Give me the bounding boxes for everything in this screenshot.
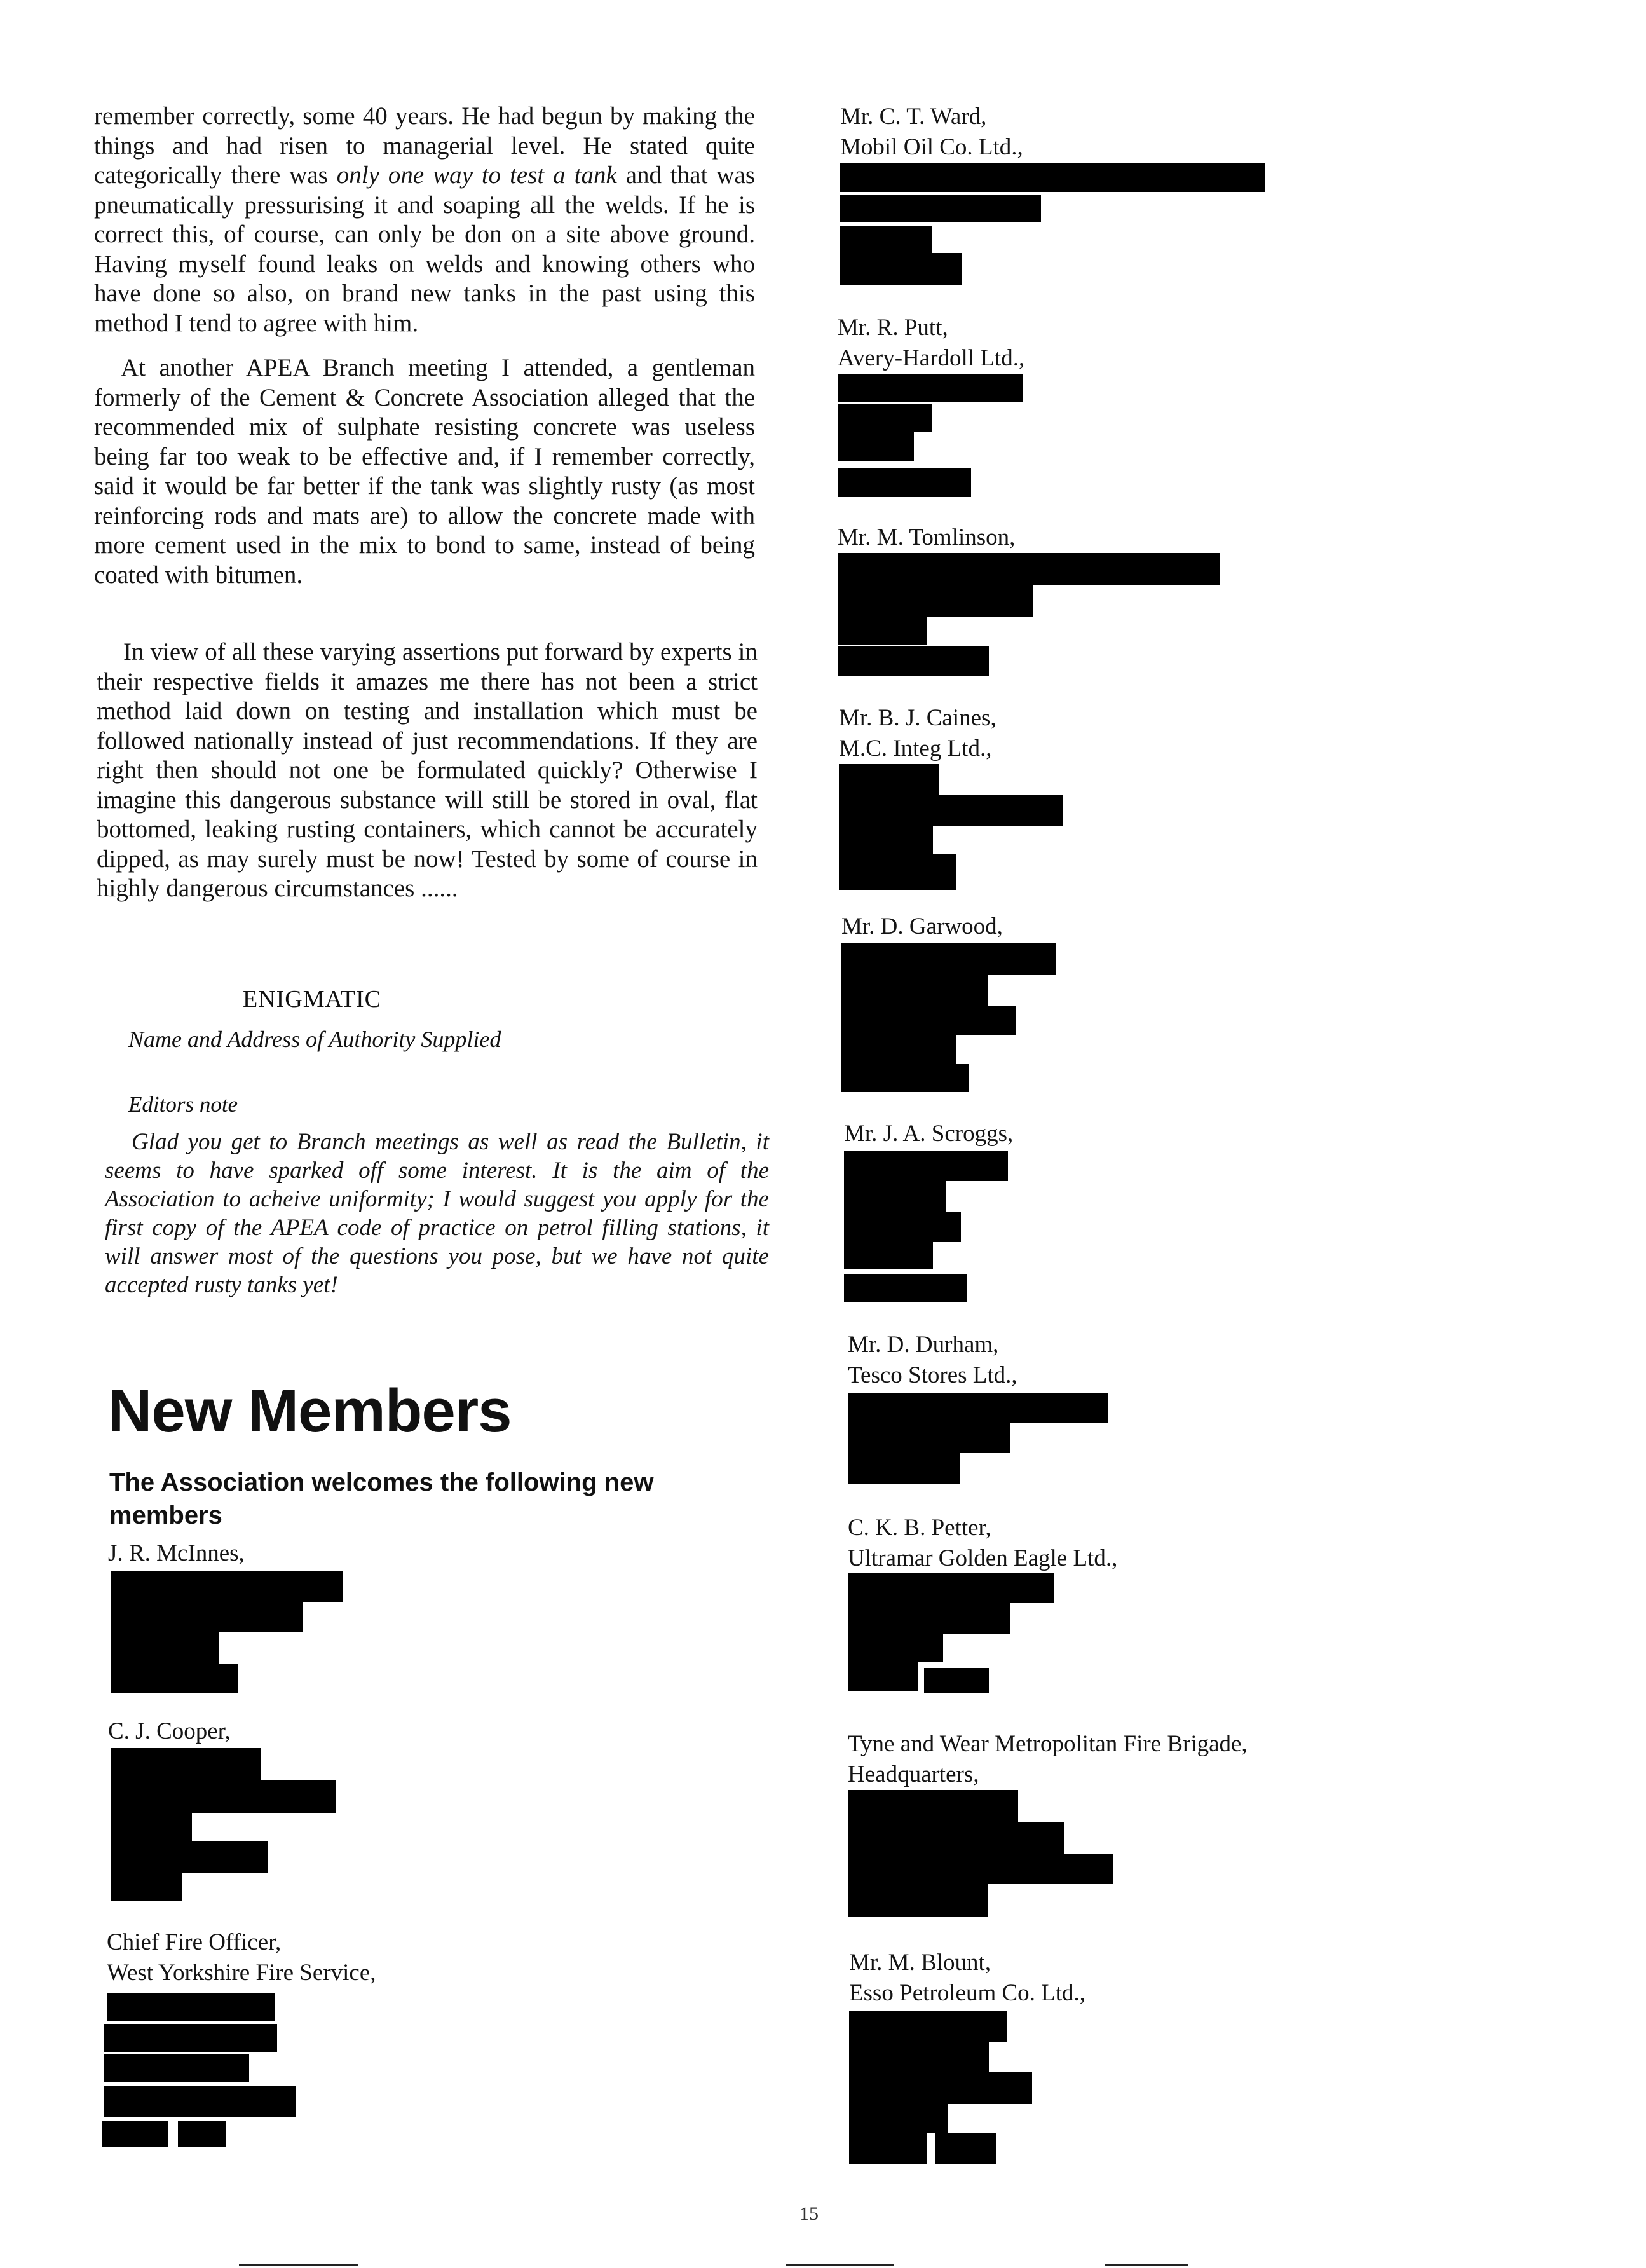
redaction-block [107,1993,275,2021]
redaction-block [849,2011,1007,2042]
emphasis-text: only one way to test a tank [336,161,617,189]
redaction-block [104,2086,296,2117]
divider [786,2264,894,2266]
member-name: Mr. B. J. Caines, [839,705,996,731]
redaction-block [104,2024,277,2052]
redaction-block [848,1790,1018,1822]
member-name: Avery-Hardoll Ltd., [838,345,1025,371]
redaction-block [844,1212,961,1242]
member-name: Mr. C. T. Ward, [840,104,987,130]
redaction-block [935,2133,996,2164]
member-name: Tesco Stores Ltd., [848,1362,1017,1388]
redaction-block [838,374,1023,402]
redaction-block [178,2121,226,2147]
page-number: 15 [799,2203,819,2224]
redaction-block [838,617,927,645]
redaction-block [838,468,971,497]
redaction-block [841,1064,969,1092]
letter-paragraph-2: At another APEA Branch meeting I attended, a gentleman formerly of the Cement & Concrete Association alleged that the recommended mix of sulphate resisting concrete was useless being far too weak to be effective and, if I remember correctly, said it would be far better if the tank was slightly rusty (as most reinforcing rods and mats are) to allow the concrete made with more cement used in the mix to bond to same, instead of being coated with bitumen. [94,354,755,589]
redaction-block [111,1841,268,1873]
member-name: Mr. D. Durham, [848,1332,999,1358]
redaction-block [840,226,932,253]
authority-note: Name and Address of Authority Supplied [128,1027,501,1052]
redaction-block [840,253,962,285]
redaction-block [111,1602,303,1632]
redaction-block [844,1274,967,1302]
redaction-block [848,1884,988,1917]
new-members-heading: New Members [108,1377,512,1445]
letter-paragraph-3: In view of all these varying assertions put forward by experts in their respective fields it amazes me there has not been a strict method laid down on testing and installation which must be followed nationally instead of just recommendations. If they are right then should not one be formulated quickly? Otherwise I imagine this dangerous substance will still be stored in oval, flat bottomed, leaking rusting containers, which cannot be accurately dipped, as may surely must be now! Tested by some of course in highly dangerous circumstances ...... [97,638,758,902]
member-entry [840,102,1412,292]
redaction-block [102,2121,168,2147]
redaction-block [841,975,988,1006]
member-entry [839,703,1411,894]
new-members-subheading: The Association welcomes the following new members [109,1468,654,1529]
redaction-block [848,1573,1054,1603]
redaction-block [839,795,1063,826]
redaction-block [848,1423,1010,1453]
redaction-block [839,854,956,890]
member-entry [844,1119,1416,1309]
redaction-block [104,2054,249,2082]
member-name: C. K. B. Petter, [848,1515,991,1541]
member-name: C. J. Cooper, [108,1718,231,1744]
member-name: Headquarters, [848,1761,979,1787]
member-name: Esso Petroleum Co. Ltd., [849,1980,1086,2006]
member-name: West Yorkshire Fire Service, [107,1960,376,1986]
redaction-block [848,1822,1064,1854]
redaction-block [838,432,914,461]
divider [1105,2264,1188,2266]
redaction-block [839,826,933,854]
redaction-block [111,1873,182,1901]
redaction-block [849,2133,927,2164]
redaction-block [111,1780,336,1813]
member-name: Tyne and Wear Metropolitan Fire Brigade, [848,1731,1248,1757]
redaction-block [848,1393,1108,1423]
member-name: M.C. Integ Ltd., [839,735,992,762]
redaction-block [841,1035,956,1064]
member-entry [108,1538,464,1697]
redaction-block [848,1603,1010,1634]
redaction-block [848,1634,943,1662]
redaction-block [848,1662,918,1691]
redaction-block [849,2042,989,2073]
redaction-block [849,2104,948,2133]
member-name: Ultramar Golden Eagle Ltd., [848,1545,1118,1571]
redaction-block [848,1453,960,1484]
member-entry [849,1948,1421,2176]
redaction-block [111,1812,192,1841]
redaction-block [840,195,1041,222]
redaction-block [111,1664,238,1693]
redaction-block [838,646,989,676]
redaction-block [844,1181,946,1212]
redaction-block [839,764,939,795]
member-name: Chief Fire Officer, [107,1929,282,1955]
member-entry [838,523,1410,681]
member-name: J. R. McInnes, [108,1540,245,1566]
member-entry [108,1716,464,1907]
redaction-block [838,553,1220,585]
letter-signature: ENIGMATIC [243,986,381,1013]
redaction-block [849,2072,1032,2104]
editors-note-heading: Editors note [128,1092,238,1117]
redaction-block [841,943,1056,975]
redaction-block [848,1854,1113,1884]
member-entry [841,912,1413,1102]
member-name: Mobil Oil Co. Ltd., [840,134,1023,160]
member-name: Mr. M. Tomlinson, [838,524,1016,550]
member-entry [848,1330,1420,1508]
member-entry [838,313,1410,503]
redaction-block [844,1151,1008,1181]
member-name: Mr. M. Blount, [849,1950,991,1976]
redaction-block [111,1571,343,1602]
redaction-block [840,163,1265,192]
member-entry [107,1927,488,2169]
member-entry [848,1729,1420,1932]
member-name: Mr. R. Putt, [838,315,948,341]
letter-paragraph-1: remember correctly, some 40 years. He had begun by making the things and had risen to managerial level. He stated quite categorically there was only one way to test a tank and that was pneumatically pressurising it and soaping all the welds. If he is correct this, of course, can only be don on a site above ground. Having myself found leaks on welds and knowing others who have done so also, on brand new tanks in the past using this method I tend to agree with him. [94,102,755,337]
redaction-block [111,1632,219,1664]
redaction-block [838,585,1033,617]
member-name: Mr. D. Garwood, [841,913,1003,939]
divider [239,2264,358,2266]
redaction-block [838,404,932,432]
member-entry [848,1513,1420,1704]
editors-note-text: Glad you get to Branch meetings as well as read the Bulletin, it seems to have sparked off some interest. It is the aim of the Association to acheive uniformity; I would suggest you apply for the first copy of the APEA code of practice on petrol filling stations, it will answer most of the questions you pose, but we have not quite accepted rusty tanks yet! [105,1129,769,1298]
redaction-block [924,1668,989,1693]
redaction-block [841,1006,1016,1035]
member-name: Mr. J. A. Scroggs, [844,1121,1014,1147]
redaction-block [111,1748,261,1781]
redaction-block [844,1242,933,1269]
